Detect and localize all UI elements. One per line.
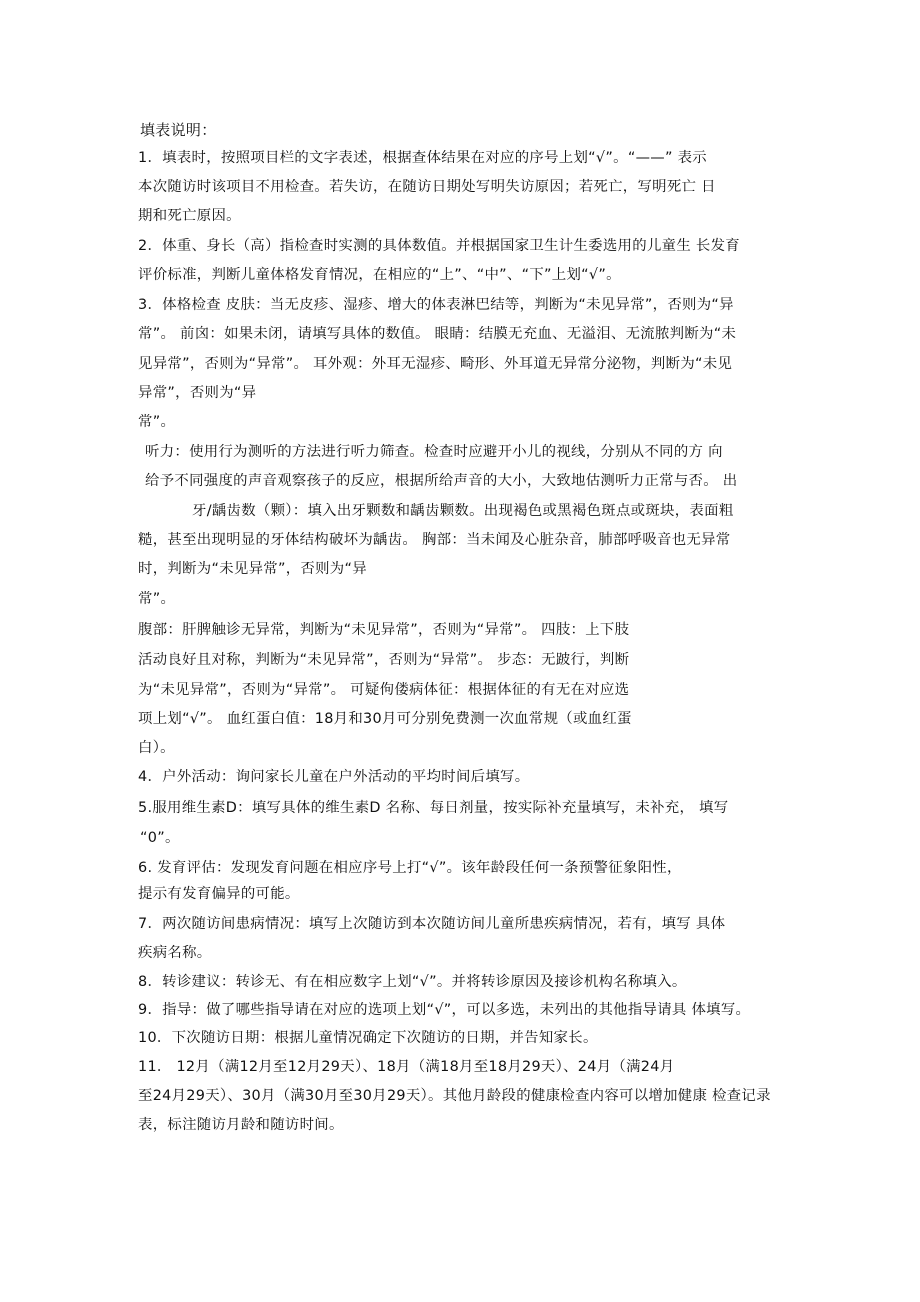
- text-line: 至24月29天）、30月（满30月至30月29天）。其他月龄段的健康检查内容可以增加健康 检查记录: [138, 1088, 771, 1104]
- text-line: 异常”，否则为“异: [138, 385, 257, 401]
- text-line: 活动良好且对称，判断为“未见异常”，否则为“异常”。 步态：无跛行，判断: [138, 652, 630, 668]
- text-line: 为“未见异常”，否则为“异常”。 可疑佝偻病体征：根据体征的有无在对应选: [138, 682, 630, 698]
- text-line: 5.服用维生素D：填写具体的维生素D 名称、每日剂量，按实际补充量填写，未补充， 填写: [138, 800, 729, 816]
- text-line: 1．填表时，按照项目栏的文字表述，根据查体结果在对应的序号上划“√”。“——” 表示: [138, 150, 707, 166]
- text-line: 9．指导：做了哪些指导请在对应的选项上划“√”，可以多选，未列出的其他指导请具 体填写。: [138, 1002, 751, 1018]
- text-line: 常”。 前囟：如果未闭，请填写具体的数值。 眼睛：结膜无充血、无溢泪、无流脓判断为“未: [138, 326, 737, 342]
- text-line: 6. 发育评估：发现发育问题在相应序号上打“√”。该年龄段任何一条预警征象阳性，: [138, 860, 682, 876]
- text-line: 见异常”，否则为“异常”。 耳外观：外耳无湿疹、畸形、外耳道无异常分泌物，判断为“未见: [138, 356, 733, 372]
- text-line: 糙，甚至出现明显的牙体结构破坏为龋齿。 胸部：当未闻及心脏杂音，肺部呼吸音也无异常: [138, 532, 731, 548]
- text-line: 本次随访时该项目不用检查。若失访，在随访日期处写明失访原因；若死亡，写明死亡 日: [138, 179, 716, 195]
- text-line: 7．两次随访间患病情况：填写上次随访到本次随访间儿童所患疾病情况，若有，填写 具体: [138, 916, 726, 932]
- text-line: 2．体重、身长（高）指检查时实测的具体数值。并根据国家卫生计生委选用的儿童生 长发育: [138, 238, 740, 254]
- text-line: 3．体格检查 皮肤：当无皮疹、湿疹、增大的体表淋巴结等，判断为“未见异常”，否则为“异: [138, 297, 734, 313]
- document-title: 填表说明：: [140, 121, 217, 139]
- text-line: 疾病名称。: [138, 945, 212, 961]
- text-line: 项上划“√”。 血红蛋白值：18月和30月可分别免费测一次血常规（或血红蛋: [138, 711, 632, 727]
- text-line: “0”。: [140, 830, 180, 846]
- text-line: 常”。: [138, 591, 176, 607]
- text-line: 10．下次随访日期：根据儿童情况确定下次随访的日期，并告知家长。: [138, 1030, 598, 1046]
- text-line: 提示有发育偏异的可能。: [138, 886, 300, 902]
- text-line: 期和死亡原因。: [138, 208, 241, 224]
- text-line: 4．户外活动：询问家长儿童在户外活动的平均时间后填写。: [138, 769, 530, 785]
- text-line: 给予不同强度的声音观察孩子的反应，根据所给声音的大小，大致地估测听力正常与否。 出: [145, 473, 738, 489]
- text-line: 听力：使用行为测听的方法进行听力筛查。检查时应避开小儿的视线，分别从不同的方 向: [145, 444, 723, 460]
- text-line: 表，标注随访月龄和随访时间。: [138, 1117, 344, 1133]
- text-line: 8．转诊建议：转诊无、有在相应数字上划“√”。并将转诊原因及接诊机构名称填入。: [138, 974, 687, 990]
- text-line: 11． 12月（满12月至12月29天）、18月（满18月至18月29天）、24月（满24月: [138, 1059, 675, 1075]
- text-line: 白）。: [138, 740, 175, 756]
- text-line: 腹部：肝脾触诊无异常，判断为“未见异常”，否则为“异常”。 四肢：上下肢: [138, 622, 630, 638]
- text-line: 时，判断为“未见异常”，否则为“异: [138, 561, 367, 577]
- text-line: 评价标准，判断儿童体格发育情况，在相应的“上”、“中”、“下”上划“√”。: [138, 267, 621, 283]
- text-line: 牙/龋齿数（颗）：填入出牙颗数和龋齿颗数。出现褐色或黑褐色斑点或斑块，表面粗: [192, 503, 734, 519]
- text-line: 常”。: [138, 414, 176, 430]
